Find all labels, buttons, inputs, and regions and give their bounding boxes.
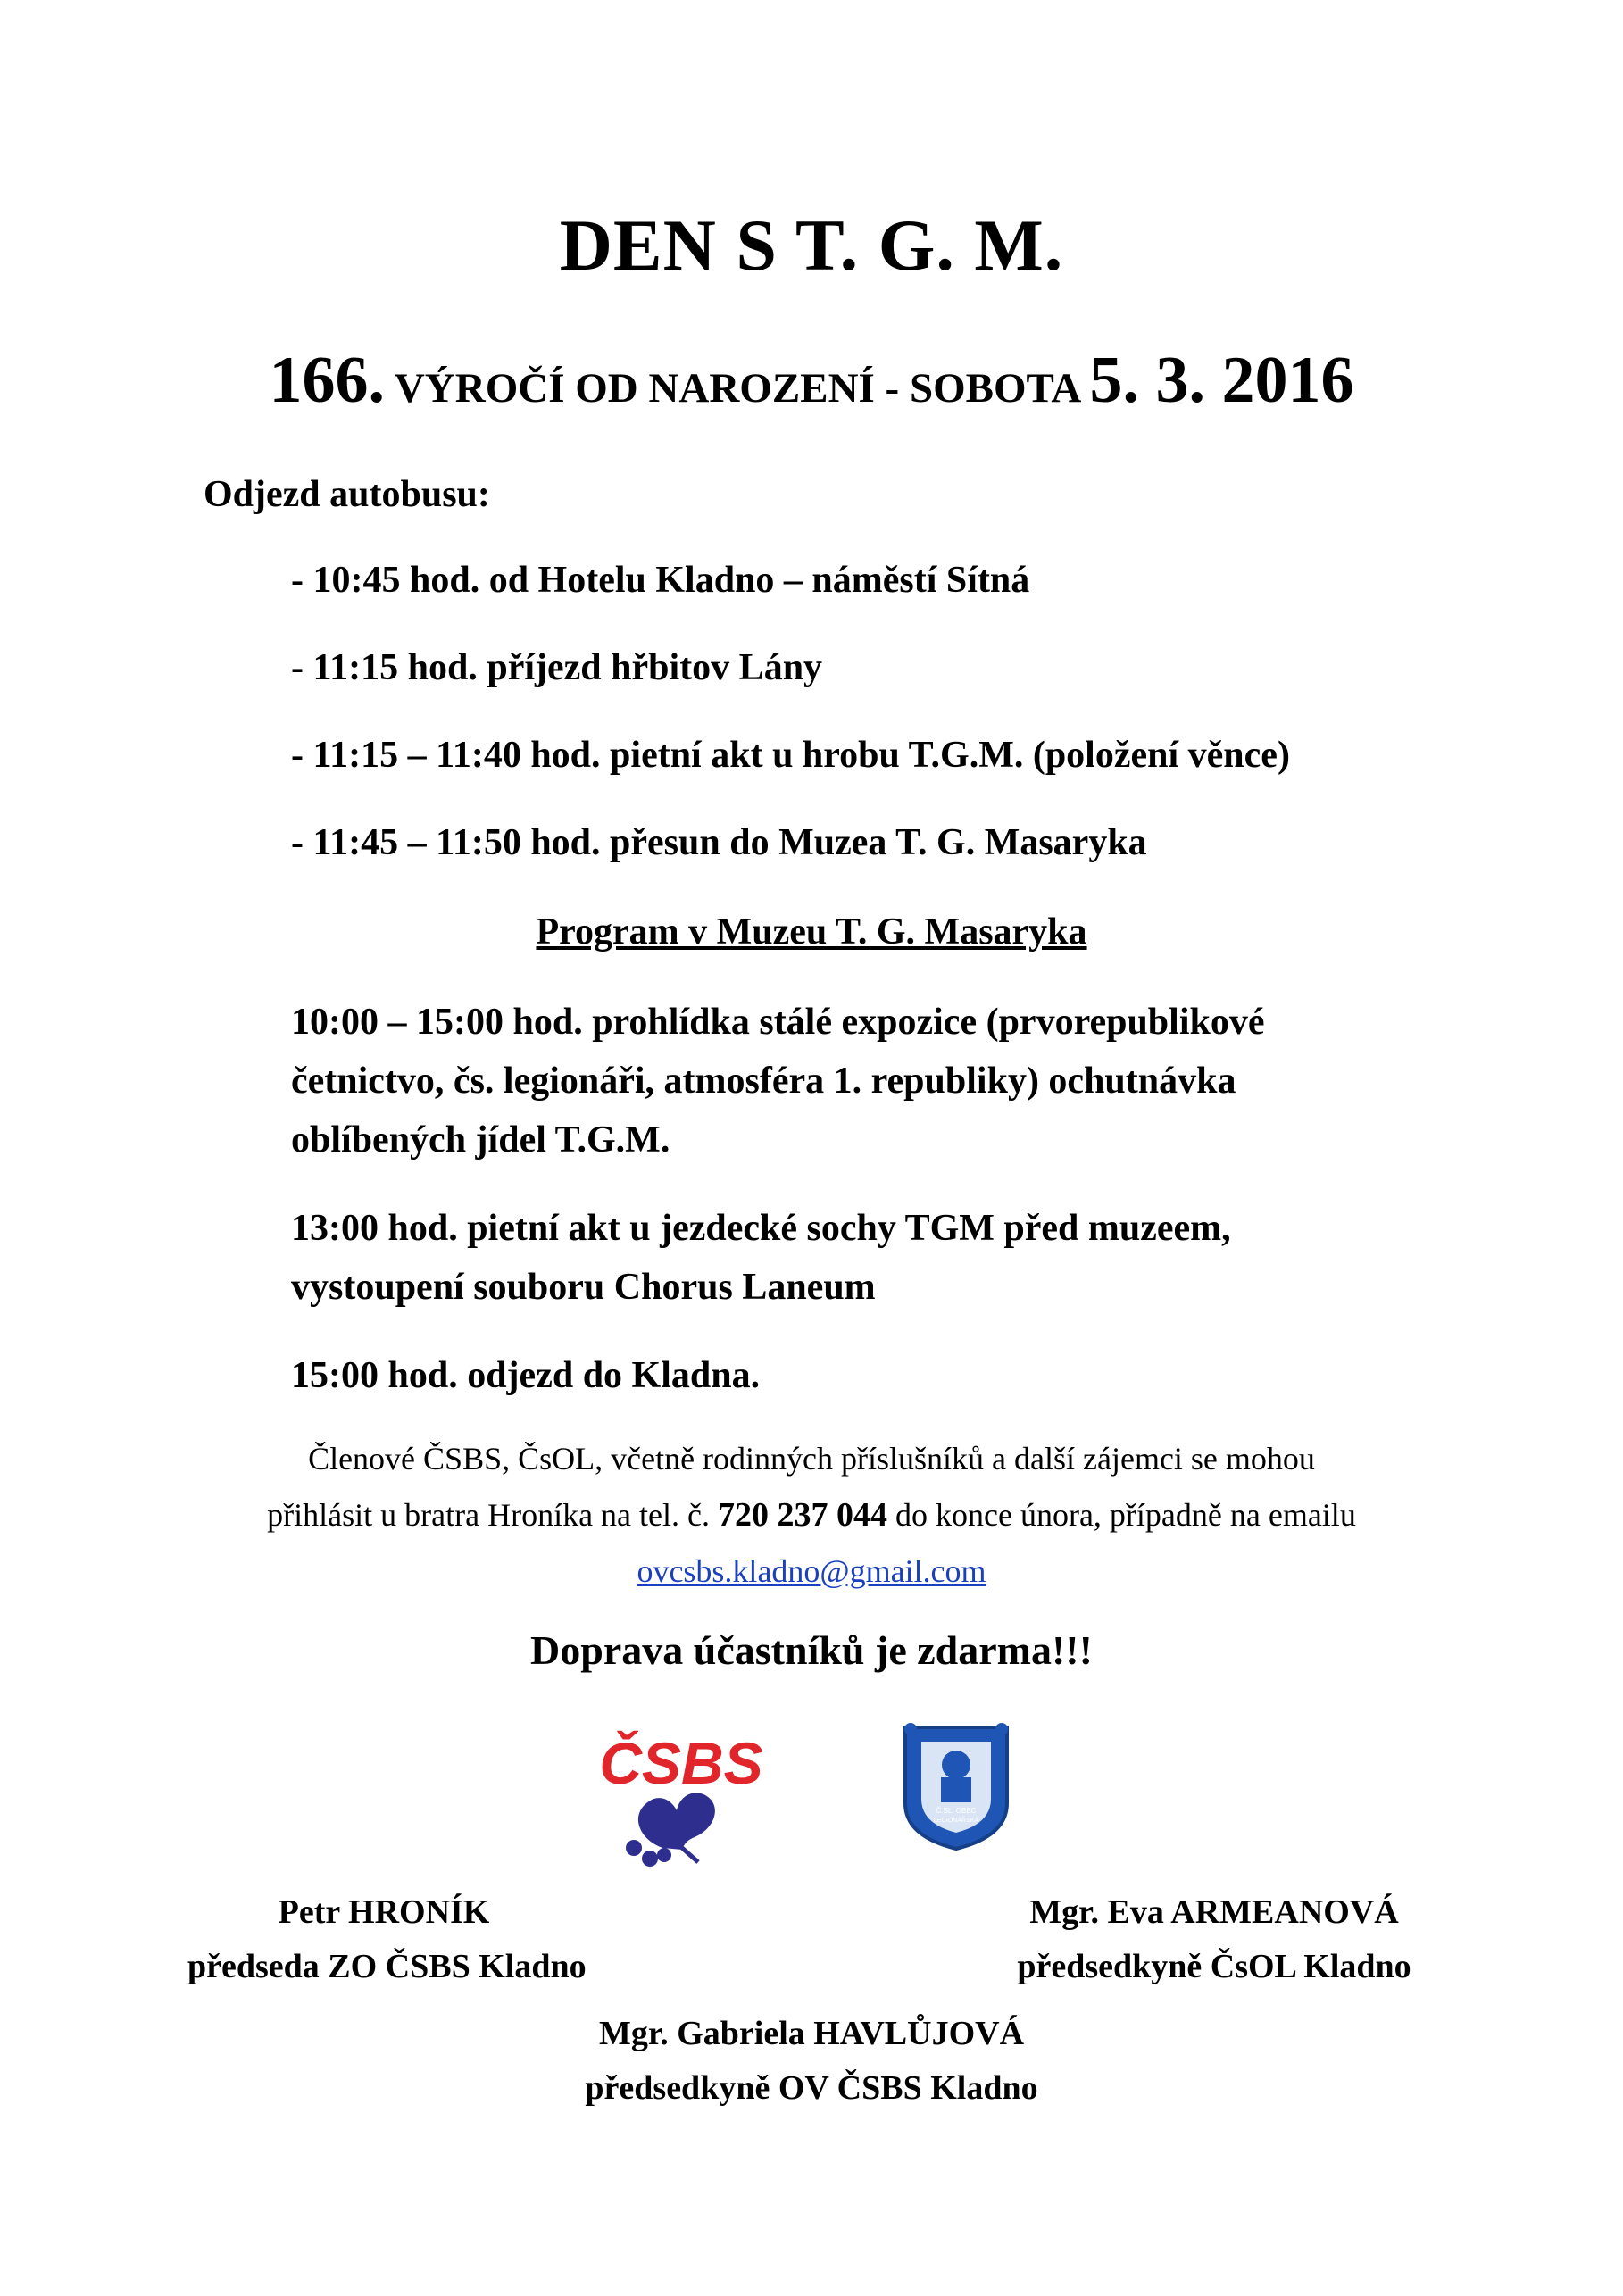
leaf-stem-icon <box>682 1848 698 1862</box>
csol-logo-text-top: Č.SL. OBEC <box>936 1807 977 1815</box>
program-line: četnictvo, čs. legionáři, atmosféra 1. republiky) ochutnávka <box>291 1061 1236 1102</box>
info-text <box>0 1431 1623 1600</box>
shield-corner-icon <box>904 1723 917 1735</box>
program-line: vystoupení souboru Chorus Laneum <box>291 1267 876 1308</box>
signature-name: Petr HRONÍK <box>278 1893 490 1931</box>
program-line: oblíbených jídel T.G.M. <box>291 1119 670 1160</box>
berry-icon <box>642 1851 658 1867</box>
soldier-body-icon <box>941 1777 971 1802</box>
program-heading: Program v Muzeu T. G. Masaryka <box>536 911 1087 953</box>
free-transport-note: Doprava účastníků je zdarma!!! <box>530 1627 1093 1673</box>
anniversary-text: VÝROČÍ OD NAROZENÍ - SOBOTA <box>384 365 1090 412</box>
info-line-2 <box>0 1487 1623 1543</box>
info-text-pre: přihlásit u bratra Hroníka na tel. č. <box>267 1497 718 1533</box>
csbs-logo <box>599 1714 763 1866</box>
signature-role: předsedkyně ČsOL Kladno <box>1017 1948 1411 1985</box>
signature-role: předseda ZO ČSBS Kladno <box>187 1948 587 1985</box>
phone-number: 720 237 044 <box>718 1496 887 1534</box>
soldier-head-icon <box>942 1751 970 1779</box>
bus-item: - 10:45 hod. od Hotelu Kladno – náměstí Sítná <box>291 560 1030 601</box>
bus-item: - 11:15 hod. příjezd hřbitov Lány <box>291 647 823 688</box>
signature-name: Mgr. Gabriela HAVLŮJOVÁ <box>598 2015 1025 2052</box>
document-subtitle <box>0 343 1623 419</box>
info-line-1: Členové ČSBS, ČsOL, včetně rodinných příslušníků a další zájemci se mohou <box>308 1441 1315 1477</box>
signature-left <box>187 1885 587 1994</box>
program-line: 13:00 hod. pietní akt u jezdecké sochy TGM před muzeem, <box>291 1208 1231 1249</box>
document-title: DEN S T. G. M. <box>559 204 1064 286</box>
program-line: 10:00 – 15:00 hod. prohlídka stálé expozice (prvorepublikové <box>291 1002 1265 1043</box>
signature-role: předsedkyně OV ČSBS Kladno <box>585 2069 1038 2107</box>
shield-corner-icon <box>995 1723 1008 1735</box>
bus-item: - 11:15 – 11:40 hod. pietní akt u hrobu T.G.M. (položení věnce) <box>291 735 1290 776</box>
program-paragraph-3: 15:00 hod. odjezd do Kladna. <box>291 1355 761 1396</box>
signature-right <box>1000 1885 1428 1994</box>
berry-icon <box>626 1840 642 1856</box>
linden-leaf-icon <box>638 1793 715 1850</box>
info-text-post: do konce února, případně na emailu <box>887 1497 1356 1533</box>
bus-heading: Odjezd autobusu: <box>204 474 490 515</box>
bus-item: - 11:45 – 11:50 hod. přesun do Muzea T. G. Masaryka <box>291 822 1147 863</box>
berry-icon <box>657 1848 671 1862</box>
program-paragraph-1 <box>291 993 1416 1169</box>
signature-bottom <box>0 2007 1623 2116</box>
signature-name: Mgr. Eva ARMEANOVÁ <box>1029 1893 1399 1931</box>
email-link[interactable]: ovcsbs.kladno@gmail.com <box>637 1553 986 1589</box>
event-date: 5. 3. 2016 <box>1089 344 1354 417</box>
csol-logo <box>898 1718 1014 1852</box>
csbs-logo-text: ČSBS <box>599 1730 763 1796</box>
anniversary-number: 166. <box>269 344 385 417</box>
csol-logo-text-bottom: LEGIONÁŘSKÁ <box>933 1818 979 1824</box>
program-paragraph-2 <box>291 1199 1416 1317</box>
